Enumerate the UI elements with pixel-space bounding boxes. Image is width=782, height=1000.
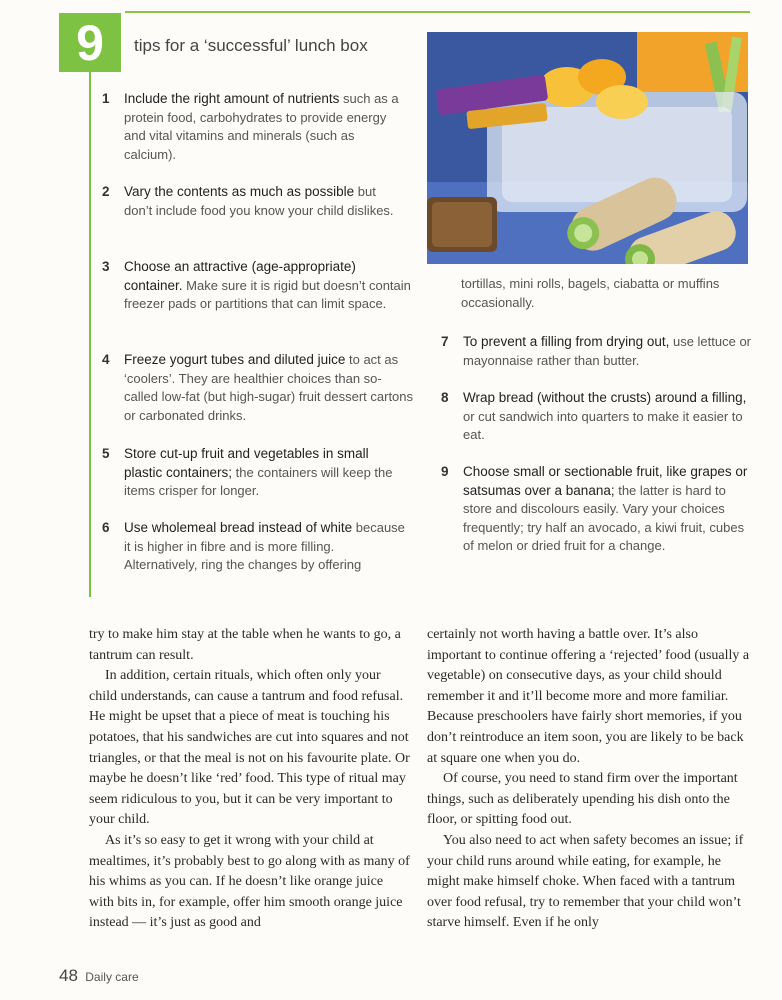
- tip-text: the latter is hard to store and discolours easily. Vary your choices frequently; try half an avocado, a kiwi fruit, cubes of melon or dried fruit for a change.: [463, 482, 745, 553]
- tip-6: [102, 519, 406, 575]
- tip-number: 3: [102, 259, 110, 274]
- page-number: 48: [59, 966, 78, 985]
- tip-9: [441, 463, 751, 556]
- tip-number: 2: [102, 184, 110, 199]
- tip-number: 9: [441, 464, 449, 479]
- tip-lead: Use wholemeal bread instead of white: [124, 520, 353, 535]
- tip-lead: Freeze yogurt tubes and diluted juice: [124, 352, 346, 367]
- tip-lead: Include the right amount of nutrients: [124, 91, 340, 106]
- tip-7: [441, 333, 752, 370]
- tip-text: or cut sandwich into quarters to make it easier to eat.: [463, 408, 743, 442]
- tip-number: 7: [441, 334, 449, 349]
- tip-text: to act as ‘coolers’. They are healthier choices than so-called low-fat (but high-sugar) fruit dessert cartons or carbonated drinks.: [124, 352, 414, 423]
- tip-lead: To prevent a filling from drying out,: [463, 334, 670, 349]
- body-column-right: [427, 625, 751, 934]
- body-paragraph: You also need to act when safety becomes an issue; if your child runs around while eating, for example, he might make himself choke. When faced with a tantrum over food refusal, try to remember that your child won’t starve himself. Even if he only: [427, 832, 744, 931]
- lunch-box-illustration: [427, 32, 748, 264]
- body-paragraph: certainly not worth having a battle over. It’s also important to continue offering a ‘rejected’ food (usually a vegetable) on consecutive days, as your child should remember it and it’ll become more and more familiar. Because preschoolers have fairly short memories, if you don’t reintroduce an item soon, you are likely to be back at square one when you do.: [427, 627, 750, 766]
- tip-number: 1: [102, 91, 110, 106]
- box-left-rule: [89, 72, 91, 597]
- tip-1: [102, 90, 406, 164]
- tip-2: [102, 183, 406, 220]
- tip-text: because it is higher in fibre and is more filling. Alternatively, ring the changes by offering: [124, 520, 405, 572]
- tip-number: 6: [102, 520, 110, 535]
- lunch-box-photo: [427, 32, 748, 264]
- tip-text: but don’t include food you know your child dislikes.: [124, 184, 394, 218]
- tip-count-badge: 9: [59, 13, 121, 72]
- tip-lead: Choose an attractive (age-appropriate) container.: [124, 259, 356, 293]
- tip-lead: Store cut-up fruit and vegetables in small plastic containers;: [124, 446, 369, 480]
- tip-text: the containers will keep the items crisper for longer.: [124, 464, 393, 498]
- body-paragraph: As it’s so easy to get it wrong with your child at mealtimes, it’s probably best to go along with as many of his whims as you can. If he doesn’t like orange juice with bits in, for example, offer him smooth orange juice instead — it’s just as good and: [89, 832, 410, 931]
- tip-text: such as a protein food, carbohydrates to provide energy and vital vitamins and minerals (such as calcium).: [124, 91, 399, 162]
- page-footer: [59, 966, 139, 986]
- body-column-left: [89, 625, 411, 934]
- tip-8: [441, 389, 751, 445]
- tip-3: [102, 258, 412, 314]
- tip-number: 8: [441, 390, 449, 405]
- tip-lead: Choose small or sectionable fruit, like grapes or satsumas over a banana;: [463, 464, 748, 498]
- box-top-rule: [125, 11, 750, 13]
- tip-number: 5: [102, 446, 110, 461]
- tip-4: [102, 351, 414, 425]
- tip-text: use lettuce or mayonnaise rather than butter.: [463, 334, 752, 368]
- tip-5: [102, 445, 406, 501]
- body-paragraph: Of course, you need to stand firm over the important things, such as deliberately upending his dish onto the floor, or spitting food out.: [427, 771, 738, 828]
- tip-lead: Vary the contents as much as possible: [124, 184, 355, 199]
- box-title: tips for a ‘successful’ lunch box: [134, 36, 368, 55]
- tip-lead: Wrap bread (without the crusts) around a filling,: [463, 390, 747, 405]
- section-name: Daily care: [85, 970, 139, 984]
- tip-text: Make sure it is rigid but doesn’t contain freezer pads or partitions that can limit space.: [124, 277, 411, 311]
- body-paragraph: try to make him stay at the table when he wants to go, a tantrum can result.: [89, 627, 401, 663]
- tip-6-continuation: tortillas, mini rolls, bagels, ciabatta or muffins occasionally.: [461, 276, 720, 310]
- tip-number: 4: [102, 352, 110, 367]
- body-paragraph: In addition, certain rituals, which often only your child understands, can cause a tantrum and food refusal. He might be upset that a piece of meat is touching his potatoes, that his sandwiches are cut into squares and not triangles, or that the meal is not on his favourite plate. Or maybe he doesn’t like ‘red’ food. This type of ritual may seem ridiculous to you, but it can be very important to your child.: [89, 668, 410, 828]
